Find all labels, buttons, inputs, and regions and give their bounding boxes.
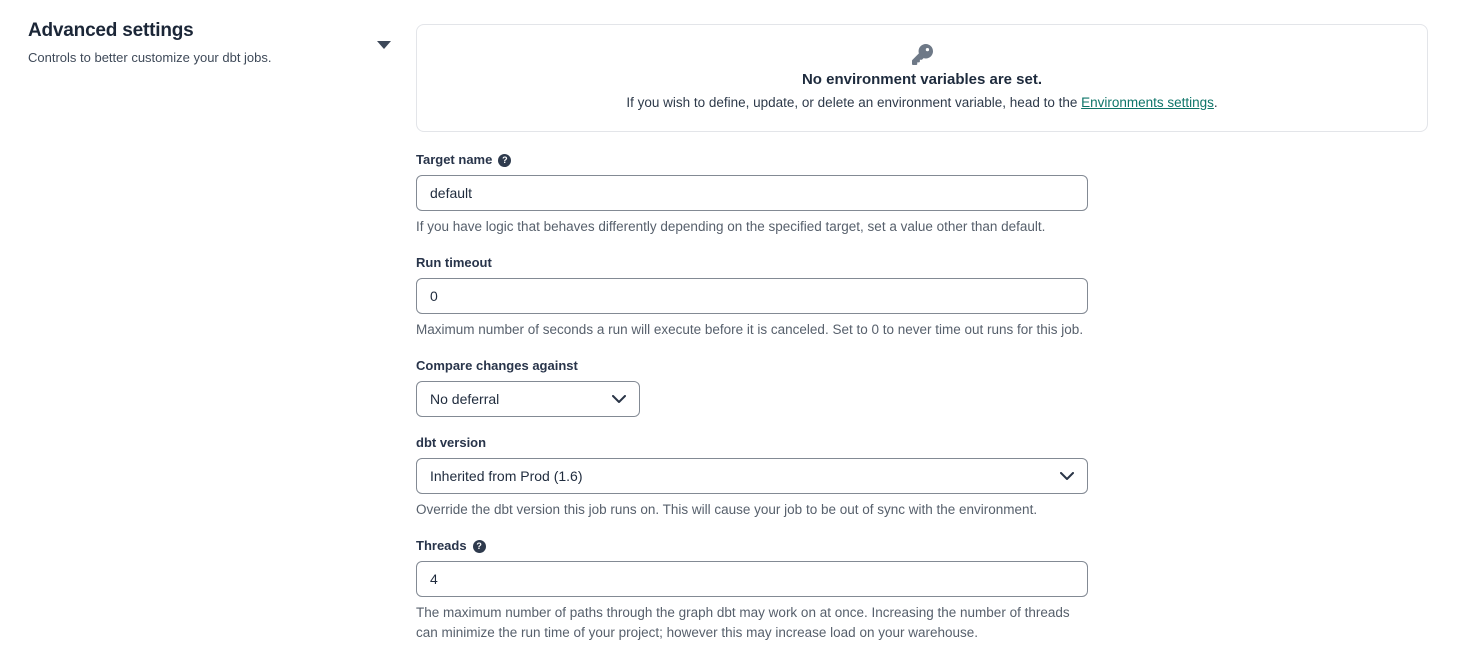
dbt-version-label-row [416, 435, 1088, 451]
dbt-version-select[interactable] [416, 458, 1088, 494]
env-message-prefix: If you wish to define, update, or delete an environment variable, head to the [626, 95, 1082, 110]
compare-changes-select[interactable] [416, 381, 640, 417]
env-empty-title: No environment variables are set. [801, 71, 1043, 88]
field-dbt-version [416, 435, 1088, 520]
dbt-version-helper: Override the dbt version this job runs on. This will cause your job to be out of sync with the environment. [416, 502, 1038, 517]
env-variables-empty-state [416, 24, 1428, 132]
target-name-help-icon[interactable]: ? [498, 154, 511, 167]
field-threads [416, 538, 1088, 643]
env-empty-message [626, 94, 1217, 112]
env-message-suffix: . [1213, 95, 1218, 110]
advanced-settings-panel [416, 24, 1428, 643]
threads-input[interactable] [416, 561, 1088, 597]
run-timeout-label-row [416, 255, 1088, 271]
run-timeout-label: Run timeout [416, 255, 492, 270]
run-timeout-input[interactable] [416, 278, 1088, 314]
target-name-helper: If you have logic that behaves differently depending on the specified target, set a value other than default. [416, 219, 1046, 234]
compare-changes-selected-value: No deferral [430, 391, 500, 407]
dbt-version-label: dbt version [416, 435, 487, 450]
page-subtitle: Controls to better customize your dbt jobs. [28, 50, 272, 65]
run-timeout-helper: Maximum number of seconds a run will execute before it is canceled. Set to 0 to never time out runs for this job. [416, 322, 1084, 337]
dbt-version-selected-value: Inherited from Prod (1.6) [430, 468, 583, 484]
compare-changes-label: Compare changes against [416, 358, 578, 373]
field-target-name [416, 152, 1088, 237]
section-header [28, 19, 368, 66]
threads-helper: The maximum number of paths through the graph dbt may work on at once. Increasing the number of threads can minimize the run time of your project; however this may increase load on your warehouse. [416, 605, 1070, 640]
environments-settings-link[interactable]: Environments settings [1081, 95, 1214, 110]
threads-label-row [416, 538, 1088, 554]
page-title: Advanced settings [28, 20, 194, 41]
target-name-label: Target name [416, 152, 493, 167]
threads-label: Threads [416, 538, 467, 553]
threads-help-icon[interactable]: ? [473, 540, 486, 553]
chevron-down-icon [612, 395, 626, 403]
target-name-input[interactable] [416, 175, 1088, 211]
chevron-down-icon [1060, 472, 1074, 480]
compare-changes-label-row [416, 358, 1088, 374]
target-name-label-row [416, 152, 1088, 168]
collapse-caret-icon[interactable] [377, 41, 391, 49]
field-run-timeout [416, 255, 1088, 340]
field-compare-changes [416, 358, 1088, 417]
key-icon [912, 44, 933, 65]
